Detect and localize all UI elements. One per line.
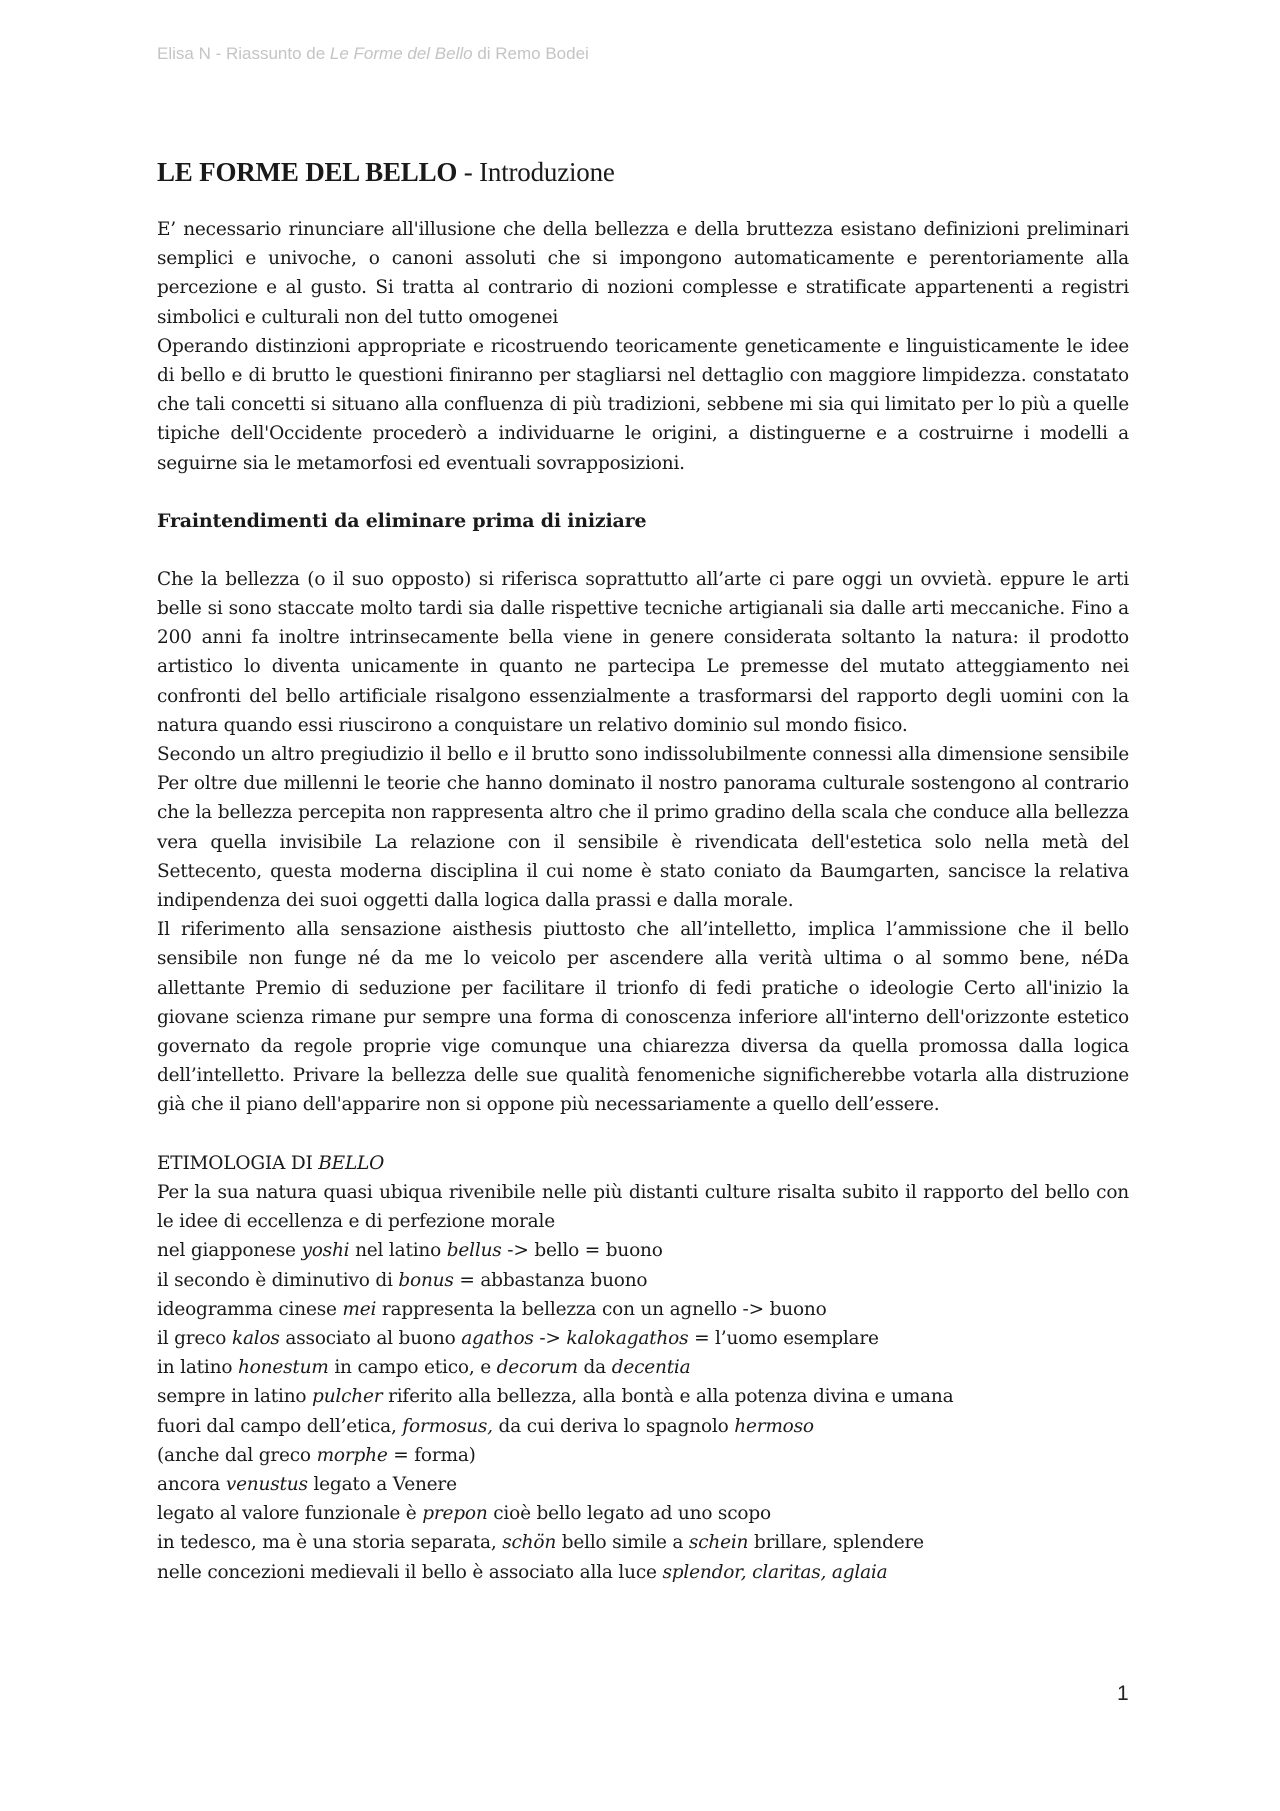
etymology-line: in latino honestum in campo etico, e decorum da decentia [157, 1357, 691, 1379]
header-prefix: Elisa N - Riassunto de [157, 44, 330, 63]
etymology-heading-prefix: ETIMOLOGIA DI [157, 1152, 319, 1174]
etymology-line: in tedesco, ma è una storia separata, schön bello simile a schein brillare, splendere [157, 1532, 924, 1554]
page-title [157, 152, 1129, 193]
etymology-line: (anche dal greco morphe = forma) [157, 1444, 476, 1466]
etymology-line: il greco kalos associato al buono agathos -> kalokagathos = l’uomo esemplare [157, 1327, 879, 1349]
section1-paragraph-2: Secondo un altro pregiudizio il bello e il brutto sono indissolubilmente connessi alla dimensione sensibile Per oltre due millenni le teorie che hanno dominato il nostro panorama culturale sostengono al contrario che la bellezza percepita non rappresenta altro che il primo gradino della scala che conduce alla bellezza vera quella invisibile La relazione con il sensibile è rivendicata dell'estetica solo nella metà del Settecento, questa moderna disciplina il cui nome è stato coniato da Baumgarten, sancisce la relativa indipendenza dei suoi oggetti dalla logica dalla prassi e dalla morale. [157, 744, 1129, 912]
header-book-title: Le Forme del Bello [329, 44, 473, 63]
section1-paragraph-3: Il riferimento alla sensazione aisthesis piuttosto che all’intelletto, implica l’ammissione che il bello sensibile non funge né da me lo veicolo per ascendere alla verità ultima o al sommo bene, néDa allettante Premio di seduzione per facilitare il trionfo di fedi pratiche o ideologie Certo all'inizio la giovane scienza rimane pur sempre una forma di conoscenza inferiore all'interno dell'orizzonte estetico governato da regole proprie vige comunque una chiarezza diversa da quella promossa dalla logica dell’intelletto. Privare la bellezza delle sue qualità fenomeniche significherebbe votarla alla distruzione già che il piano dell'apparire non si oppone più necessariamente a quello dell’essere. [157, 919, 1129, 1116]
etymology-line: ideogramma cinese mei rappresenta la bellezza con un agnello -> buono [157, 1298, 827, 1320]
etymology-line: nelle concezioni medievali il bello è associato alla luce splendor, claritas, aglaia [157, 1561, 888, 1583]
header-suffix: di Remo Bodei [472, 44, 589, 63]
running-header [157, 44, 589, 64]
title-sub: - Introduzione [457, 157, 615, 187]
page-number: 1 [1117, 1682, 1129, 1705]
section-heading-etymology [157, 1149, 1129, 1178]
etymology-line: il secondo è diminutivo di bonus = abbastanza buono [157, 1269, 648, 1291]
etymology-heading-italic: BELLO [318, 1152, 385, 1174]
etymology-line: sempre in latino pulcher riferito alla bellezza, alla bontà e alla potenza divina e umana [157, 1386, 954, 1408]
etymology-intro: Per la sua natura quasi ubiqua rivenibile nelle più distanti culture risalta subito il rapporto del bello con le idee di eccellenza e di perfezione morale [157, 1181, 1129, 1233]
etymology-line: legato al valore funzionale è prepon cioè bello legato ad uno scopo [157, 1503, 771, 1525]
section-heading-misunderstandings: Fraintendimenti da eliminare prima di iniziare [157, 509, 647, 532]
etymology-line: ancora venustus legato a Venere [157, 1473, 457, 1495]
etymology-line: nel giapponese yoshi nel latino bellus -> bello = buono [157, 1240, 663, 1262]
etymology-line: fuori dal campo dell’etica, formosus, da cui deriva lo spagnolo hermoso [157, 1415, 814, 1437]
title-main: LE FORME DEL BELLO [157, 157, 458, 187]
intro-paragraph-2: Operando distinzioni appropriate e ricostruendo teoricamente geneticamente e linguisticamente le idee di bello e di brutto le questioni finiranno per stagliarsi nel dettaglio con maggiore limpidezza. constatato che tali concetti si situano alla confluenza di più tradizioni, sebbene mi sia qui limitato per lo più a quelle tipiche dell'Occidente procederò a individuarne le origini, a distinguerne e a costruirne i modelli a seguirne sia le metamorfosi ed eventuali sovrapposizioni. [157, 335, 1129, 474]
intro-paragraph-1: E’ necessario rinunciare all'illusione che della bellezza e della bruttezza esistano definizioni preliminari semplici e univoche, o canoni assoluti che si impongono automaticamente e perentoriamente alla percezione e al gusto. Si tratta al contrario di nozioni complesse e stratificate appartenenti a registri simbolici e culturali non del tutto omogenei [157, 219, 1129, 328]
document-body [157, 152, 1129, 1587]
section1-paragraph-1: Che la bellezza (o il suo opposto) si riferisca soprattutto all’arte ci pare oggi un ovvietà. eppure le arti belle si sono staccate molto tardi sia dalle rispettive tecniche artigianali sia dalle arti meccaniche. Fino a 200 anni fa inoltre intrinsecamente bella viene in genere considerata soltanto la natura: il prodotto artistico lo diventa unicamente in quanto ne partecipa Le premesse del mutato atteggiamento nei confronti del bello artificiale risalgono essenzialmente a trasformarsi del rapporto degli uomini con la natura quando essi riuscirono a conquistare un relativo dominio sul mondo fisico. [157, 568, 1129, 736]
